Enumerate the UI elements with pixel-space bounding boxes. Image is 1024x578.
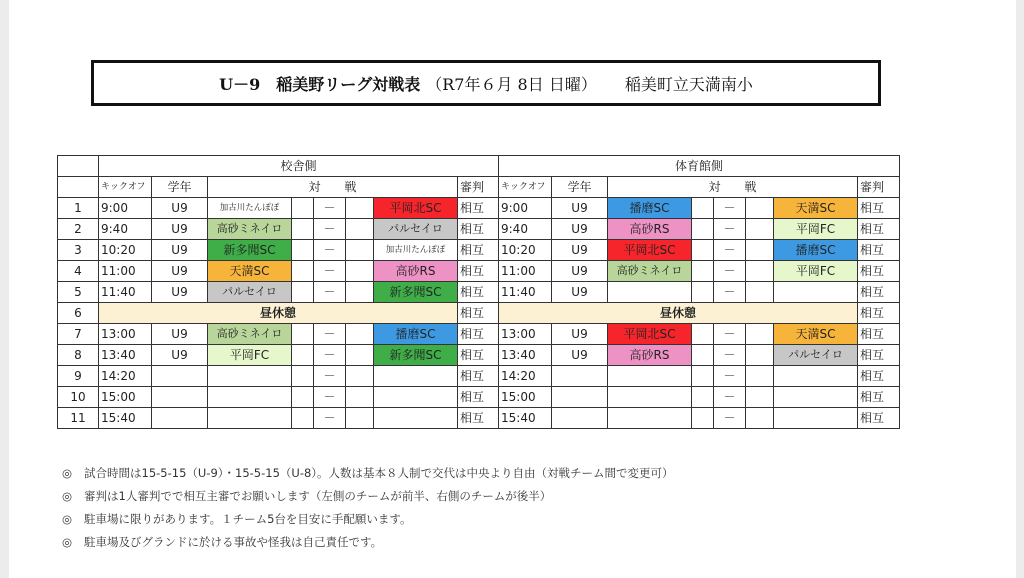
left-match-header: 対 戦: [208, 177, 458, 198]
left-spacer: [346, 345, 374, 366]
right-away-team: [774, 282, 858, 303]
right-away-team: [774, 408, 858, 429]
right-grade: U9: [552, 198, 608, 219]
left-grade: U9: [152, 240, 208, 261]
row-number: 1: [58, 198, 99, 219]
right-home-team: 高砂RS: [608, 219, 692, 240]
left-grade: [152, 387, 208, 408]
left-referee: 相互: [458, 219, 499, 240]
left-away-team: 新多聞SC: [374, 282, 458, 303]
right-spacer: [692, 219, 714, 240]
left-kickoff-time: 10:20: [99, 240, 152, 261]
left-spacer: [346, 408, 374, 429]
right-kickoff-time: 9:00: [499, 198, 552, 219]
note-mark: ◎: [62, 466, 73, 480]
right-away-team: 播磨SC: [774, 240, 858, 261]
left-spacer: [292, 240, 314, 261]
right-vs: －: [714, 387, 746, 408]
row-number: 8: [58, 345, 99, 366]
left-grade: [152, 366, 208, 387]
left-grade: U9: [152, 198, 208, 219]
left-referee: 相互: [458, 366, 499, 387]
right-home-team: [608, 282, 692, 303]
left-spacer: [346, 219, 374, 240]
right-grade: [552, 387, 608, 408]
title-venue: 稲美町立天満南小: [624, 74, 753, 94]
left-kickoff-time: 15:40: [99, 408, 152, 429]
note-mark: ◎: [62, 535, 73, 549]
left-kickoff-time: 13:00: [99, 324, 152, 345]
right-spacer: [692, 282, 714, 303]
right-vs: －: [714, 408, 746, 429]
left-spacer: [292, 198, 314, 219]
left-vs: －: [314, 198, 346, 219]
right-grade: U9: [552, 282, 608, 303]
right-kickoff-time: 11:00: [499, 261, 552, 282]
right-referee: 相互: [858, 303, 900, 324]
left-kickoff-time: 9:00: [99, 198, 152, 219]
left-referee: 相互: [458, 198, 499, 219]
right-vs: －: [714, 324, 746, 345]
table-row: [58, 366, 900, 387]
table-row: [58, 261, 900, 282]
left-home-team: 天満SC: [208, 261, 292, 282]
right-spacer: [692, 324, 714, 345]
left-home-team: [208, 408, 292, 429]
row-number: 6: [58, 303, 99, 324]
right-home-team: 平岡北SC: [608, 240, 692, 261]
left-home-team: パルセイロ: [208, 282, 292, 303]
left-group-header: 校舎側: [99, 156, 499, 177]
right-match-header: 対 戦: [608, 177, 858, 198]
right-spacer: [746, 324, 774, 345]
right-spacer: [746, 408, 774, 429]
left-away-team: 新多聞SC: [374, 345, 458, 366]
table-row: [58, 387, 900, 408]
note-text: 駐車場及びグランドに於ける事故や怪我は自己責任です。: [84, 535, 383, 549]
table-row: [58, 324, 900, 345]
right-vs: －: [714, 345, 746, 366]
left-vs: －: [314, 219, 346, 240]
right-home-team: 高砂RS: [608, 345, 692, 366]
table-row: [58, 345, 900, 366]
right-referee: 相互: [858, 261, 900, 282]
right-referee-header: 審判: [858, 177, 900, 198]
left-grade: U9: [152, 345, 208, 366]
left-spacer: [346, 366, 374, 387]
right-referee: 相互: [858, 219, 900, 240]
left-referee: 相互: [458, 282, 499, 303]
right-kickoff-time: 11:40: [499, 282, 552, 303]
right-away-team: [774, 387, 858, 408]
right-spacer: [746, 345, 774, 366]
left-away-team: パルセイロ: [374, 219, 458, 240]
right-away-team: [774, 366, 858, 387]
left-referee-header: 審判: [458, 177, 499, 198]
right-referee: 相互: [858, 324, 900, 345]
left-home-team: [208, 366, 292, 387]
left-referee: 相互: [458, 324, 499, 345]
right-referee: 相互: [858, 387, 900, 408]
table-row: [58, 198, 900, 219]
left-away-team: [374, 387, 458, 408]
right-home-team: [608, 387, 692, 408]
row-number: 5: [58, 282, 99, 303]
left-away-team: [374, 366, 458, 387]
left-lunch-break: 昼休憩: [99, 303, 458, 324]
right-home-team: 播磨SC: [608, 198, 692, 219]
left-referee: 相互: [458, 240, 499, 261]
header-group-row: [58, 156, 900, 177]
left-spacer: [292, 387, 314, 408]
right-vs: －: [714, 240, 746, 261]
right-spacer: [692, 240, 714, 261]
right-lunch-break: 昼休憩: [499, 303, 858, 324]
title-box: [91, 60, 881, 106]
corner-cell: [58, 156, 99, 177]
note-mark: ◎: [62, 489, 73, 503]
right-kickoff-time: 13:00: [499, 324, 552, 345]
left-home-team: 高砂ミネイロ: [208, 324, 292, 345]
note-text: 駐車場に限りがあります。１チーム5台を目安に手配願います。: [84, 512, 412, 526]
right-away-team: 平岡FC: [774, 219, 858, 240]
right-grade-header: 学年: [552, 177, 608, 198]
left-vs: －: [314, 345, 346, 366]
right-grade: U9: [552, 345, 608, 366]
left-kickoff-time: 11:40: [99, 282, 152, 303]
left-spacer: [292, 345, 314, 366]
row-number: 7: [58, 324, 99, 345]
left-referee: 相互: [458, 345, 499, 366]
left-spacer: [346, 282, 374, 303]
left-home-team: 加古川たんぽぽ: [208, 198, 292, 219]
table-row: [58, 219, 900, 240]
right-home-team: 高砂ミネイロ: [608, 261, 692, 282]
left-grade: U9: [152, 324, 208, 345]
note-mark: ◎: [62, 512, 73, 526]
right-vs: －: [714, 261, 746, 282]
right-spacer: [746, 261, 774, 282]
right-vs: －: [714, 282, 746, 303]
left-away-team: 高砂RS: [374, 261, 458, 282]
right-spacer: [692, 387, 714, 408]
right-home-team: [608, 408, 692, 429]
right-home-team: 平岡北SC: [608, 324, 692, 345]
header-row: [58, 177, 900, 198]
right-spacer: [692, 261, 714, 282]
table-row: [58, 282, 900, 303]
table-row: [58, 240, 900, 261]
title-main: U－9 稲美野リーグ対戦表: [219, 74, 421, 94]
right-group-header: 体育館側: [499, 156, 900, 177]
right-spacer: [692, 366, 714, 387]
right-vs: －: [714, 219, 746, 240]
left-referee: 相互: [458, 408, 499, 429]
right-grade: U9: [552, 324, 608, 345]
row-number: 2: [58, 219, 99, 240]
left-grade: U9: [152, 282, 208, 303]
right-spacer: [692, 408, 714, 429]
left-away-team: 平岡北SC: [374, 198, 458, 219]
right-kickoff-header: キックオフ: [499, 177, 552, 198]
right-spacer: [692, 345, 714, 366]
right-referee: 相互: [858, 408, 900, 429]
right-kickoff-time: 15:40: [499, 408, 552, 429]
title-date: （R7年６月 8日 日曜）: [426, 74, 597, 94]
left-away-team: [374, 408, 458, 429]
left-vs: －: [314, 282, 346, 303]
right-referee: 相互: [858, 198, 900, 219]
left-kickoff-time: 15:00: [99, 387, 152, 408]
left-home-team: [208, 387, 292, 408]
right-kickoff-time: 10:20: [499, 240, 552, 261]
right-away-team: パルセイロ: [774, 345, 858, 366]
right-spacer: [746, 219, 774, 240]
left-kickoff-time: 9:40: [99, 219, 152, 240]
note-line: [62, 531, 674, 554]
right-kickoff-time: 15:00: [499, 387, 552, 408]
left-kickoff-time: 14:20: [99, 366, 152, 387]
left-vs: －: [314, 324, 346, 345]
right-spacer: [746, 198, 774, 219]
row-number: 10: [58, 387, 99, 408]
left-away-team: 加古川たんぽぽ: [374, 240, 458, 261]
right-grade: [552, 366, 608, 387]
right-grade: U9: [552, 219, 608, 240]
right-referee: 相互: [858, 345, 900, 366]
right-kickoff-time: 9:40: [499, 219, 552, 240]
right-spacer: [746, 240, 774, 261]
left-vs: －: [314, 387, 346, 408]
left-spacer: [292, 408, 314, 429]
left-referee: 相互: [458, 261, 499, 282]
left-spacer: [292, 324, 314, 345]
left-grade: [152, 408, 208, 429]
left-referee: 相互: [458, 303, 499, 324]
right-kickoff-time: 13:40: [499, 345, 552, 366]
right-grade: U9: [552, 240, 608, 261]
note-text: 審判は1人審判でで相互主審でお願いします（左側のチームが前半、右側のチームが後半）: [84, 489, 552, 503]
right-away-team: 天満SC: [774, 198, 858, 219]
left-grade: U9: [152, 219, 208, 240]
right-referee: 相互: [858, 366, 900, 387]
right-vs: －: [714, 366, 746, 387]
left-spacer: [346, 198, 374, 219]
left-grade: U9: [152, 261, 208, 282]
left-vs: －: [314, 366, 346, 387]
right-referee: 相互: [858, 282, 900, 303]
notes: [62, 462, 674, 554]
right-home-team: [608, 366, 692, 387]
left-spacer: [346, 387, 374, 408]
right-spacer: [746, 387, 774, 408]
right-away-team: 平岡FC: [774, 261, 858, 282]
left-spacer: [292, 282, 314, 303]
left-spacer: [292, 366, 314, 387]
left-spacer: [346, 261, 374, 282]
right-spacer: [746, 282, 774, 303]
row-number: 11: [58, 408, 99, 429]
no-header: [58, 177, 99, 198]
right-spacer: [692, 198, 714, 219]
table-row: [58, 303, 900, 324]
left-away-team: 播磨SC: [374, 324, 458, 345]
left-vs: －: [314, 261, 346, 282]
left-spacer: [292, 261, 314, 282]
right-referee: 相互: [858, 240, 900, 261]
left-kickoff-header: キックオフ: [99, 177, 152, 198]
left-kickoff-time: 13:40: [99, 345, 152, 366]
left-home-team: 高砂ミネイロ: [208, 219, 292, 240]
left-vs: －: [314, 240, 346, 261]
right-spacer: [746, 366, 774, 387]
note-line: [62, 462, 674, 485]
left-grade-header: 学年: [152, 177, 208, 198]
right-grade: [552, 408, 608, 429]
row-number: 9: [58, 366, 99, 387]
note-text: 試合時間は15-5-15（U-9）・15-5-15（U-8）。人数は基本８人制で交代は中央より自由（対戦チーム間で変更可）: [84, 466, 674, 480]
left-spacer: [346, 324, 374, 345]
right-away-team: 天満SC: [774, 324, 858, 345]
row-number: 4: [58, 261, 99, 282]
right-vs: －: [714, 198, 746, 219]
left-kickoff-time: 11:00: [99, 261, 152, 282]
note-line: [62, 508, 674, 531]
row-number: 3: [58, 240, 99, 261]
left-vs: －: [314, 408, 346, 429]
left-referee: 相互: [458, 387, 499, 408]
left-home-team: 新多聞SC: [208, 240, 292, 261]
left-spacer: [292, 219, 314, 240]
right-grade: U9: [552, 261, 608, 282]
left-spacer: [346, 240, 374, 261]
schedule-table: [57, 155, 900, 429]
right-kickoff-time: 14:20: [499, 366, 552, 387]
note-line: [62, 485, 674, 508]
left-home-team: 平岡FC: [208, 345, 292, 366]
table-row: [58, 408, 900, 429]
